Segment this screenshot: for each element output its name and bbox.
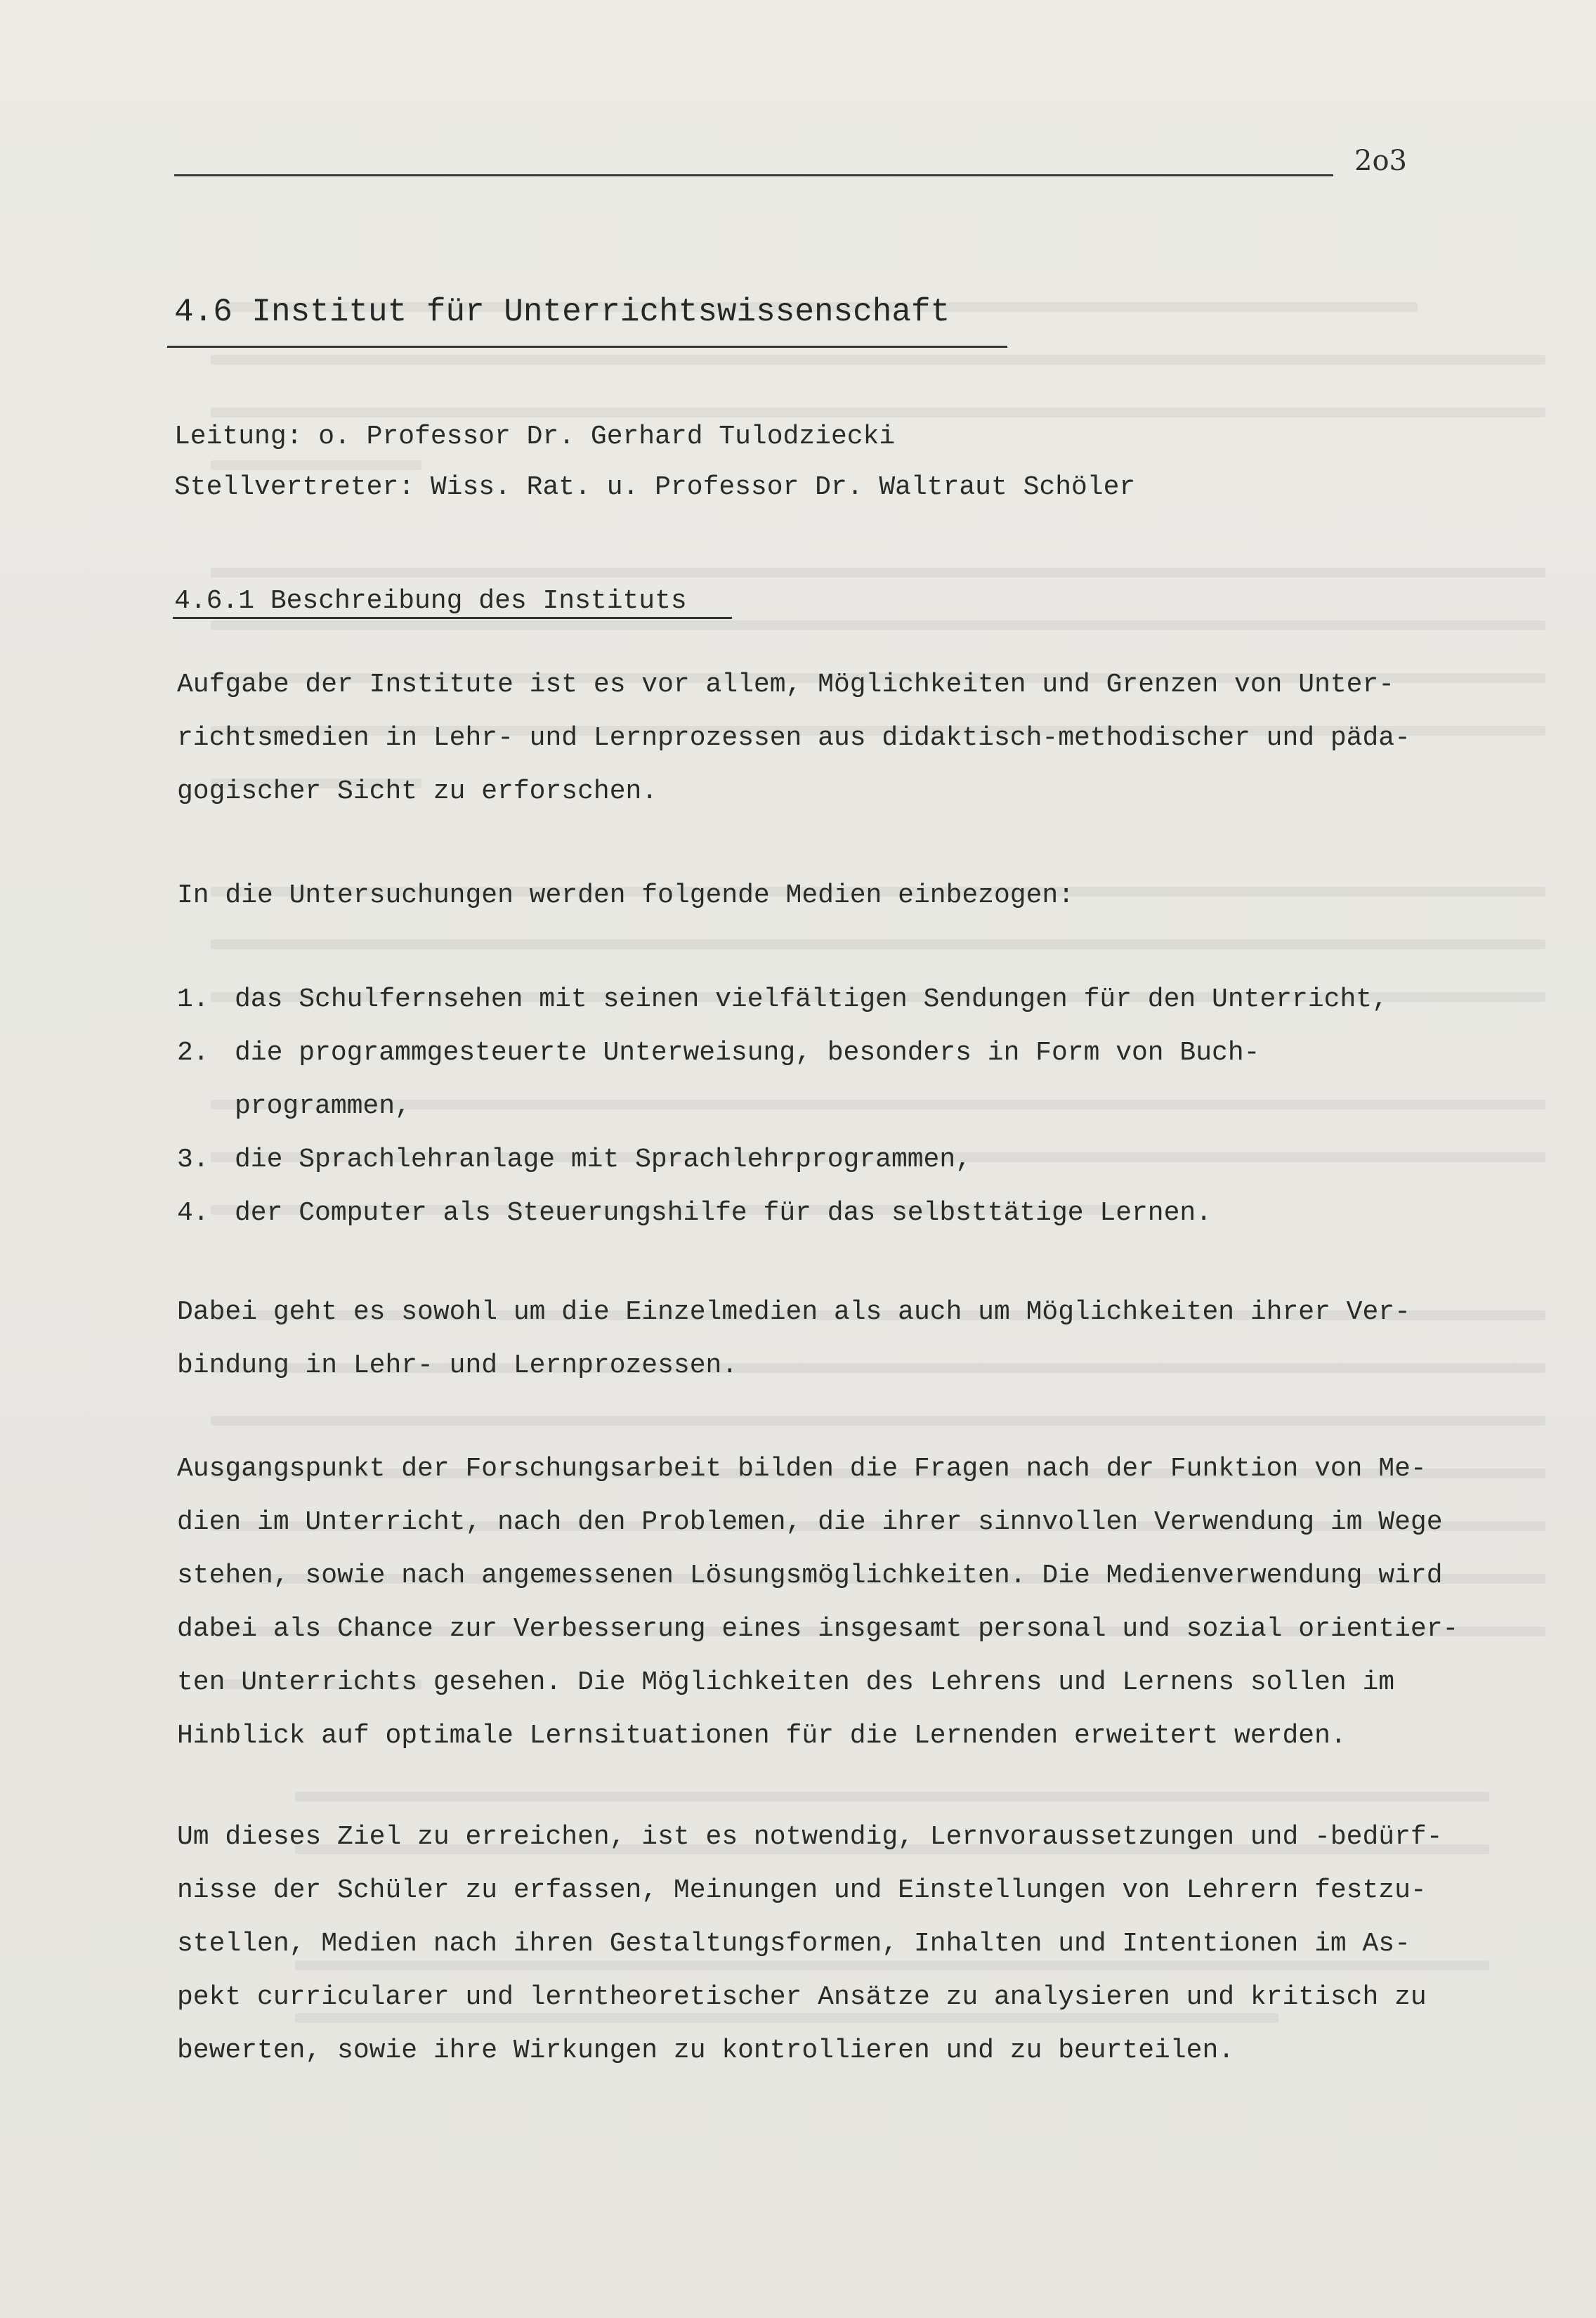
text-line: dabei als Chance zur Verbesserung eines insgesamt personal und sozial orientier- (177, 1614, 1459, 1644)
list-text: die programmgesteuerte Unterweisung, besonders in Form von Buch- (235, 1038, 1260, 1068)
list-number: 4. (177, 1198, 209, 1228)
text-line: pekt curricularer und lerntheoretischer Ansätze zu analysieren und kritisch zu (177, 1982, 1427, 2012)
list-item (177, 1187, 1388, 1240)
stellvertreter-line: Stellvertreter: Wiss. Rat. u. Professor Dr. Waltraut Schöler (174, 472, 1136, 502)
list-text-continuation: programmen, (235, 1091, 411, 1121)
list-text: der Computer als Steuerungshilfe für das selbsttätige Lernen. (235, 1198, 1212, 1228)
media-list (177, 973, 1388, 1240)
list-number: 3. (177, 1145, 209, 1175)
text-line: nisse der Schüler zu erfassen, Meinungen und Einstellungen von Lehrern festzu- (177, 1875, 1427, 1906)
list-text: das Schulfernsehen mit seinen vielfältigen Sendungen für den Unterricht, (235, 984, 1388, 1015)
text-line: Um dieses Ziel zu erreichen, ist es notwendig, Lernvoraussetzungen und -bedürf- (177, 1822, 1443, 1852)
text-line: Ausgangspunkt der Forschungsarbeit bilden die Fragen nach der Funktion von Me- (177, 1454, 1427, 1484)
paragraph-ausgangspunkt (177, 1443, 1561, 1763)
page-number: 2o3 (1354, 145, 1407, 177)
paragraph-einzelmedien (177, 1286, 1561, 1393)
subsection-title: 4.6.1 Beschreibung des Instituts (174, 586, 687, 616)
text-line: ten Unterrichts gesehen. Die Möglichkeiten des Lehrens und Lernens sollen im (177, 1667, 1395, 1698)
list-item (177, 1027, 1388, 1133)
paragraph-aufgabe (177, 658, 1561, 819)
paragraph-medien-intro (177, 869, 1561, 923)
text-line: Dabei geht es sowohl um die Einzelmedien als auch um Möglichkeiten ihrer Ver- (177, 1297, 1411, 1327)
text-line: In die Untersuchungen werden folgende Medien einbezogen: (177, 880, 1075, 911)
section-title: 4.6 Institut für Unterrichtswissenschaft (174, 294, 950, 330)
text-line: dien im Unterricht, nach den Problemen, die ihrer sinnvollen Verwendung im Wege (177, 1507, 1443, 1537)
header-rule (174, 174, 1333, 176)
paragraph-ziel (177, 1811, 1561, 2078)
text-line: gogischer Sicht zu erforschen. (177, 776, 658, 807)
text-line: richtsmedien in Lehr- und Lernprozessen aus didaktisch-methodischer und päda- (177, 723, 1411, 753)
text-line: bindung in Lehr- und Lernprozessen. (177, 1350, 738, 1381)
text-line: Aufgabe der Institute ist es vor allem, Möglichkeiten und Grenzen von Unter- (177, 670, 1395, 700)
text-line: stehen, sowie nach angemessenen Lösungsmöglichkeiten. Die Medienverwendung wird (177, 1561, 1443, 1591)
subsection-title-underline (173, 617, 732, 619)
text-line: Hinblick auf optimale Lernsituationen für die Lernenden erweitert werden. (177, 1721, 1347, 1751)
list-text: die Sprachlehranlage mit Sprachlehrprogrammen, (235, 1145, 972, 1175)
list-item (177, 1133, 1388, 1187)
text-line: stellen, Medien nach ihren Gestaltungsformen, Inhalten und Intentionen im As- (177, 1929, 1411, 1959)
text-line: bewerten, sowie ihre Wirkungen zu kontrollieren und zu beurteilen. (177, 2036, 1235, 2066)
list-number: 2. (177, 1038, 209, 1068)
list-item (177, 973, 1388, 1027)
list-number: 1. (177, 984, 209, 1015)
section-title-underline (167, 346, 1007, 348)
leitung-line: Leitung: o. Professor Dr. Gerhard Tulodziecki (174, 422, 896, 452)
